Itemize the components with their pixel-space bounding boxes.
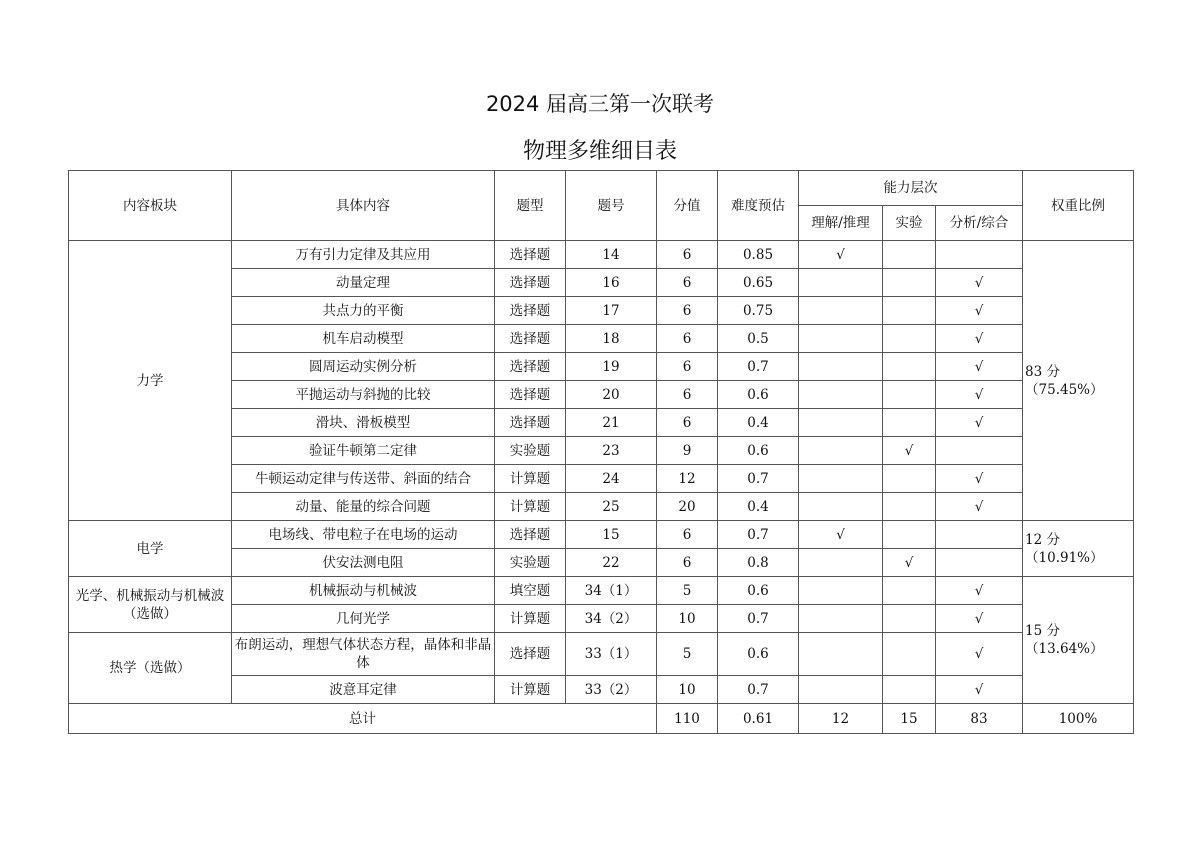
score-cell: 5 <box>657 633 718 676</box>
type-cell: 计算题 <box>495 465 566 493</box>
number-cell: 33（2） <box>566 676 657 704</box>
ability-experiment-cell <box>883 269 936 297</box>
ability-analysis-cell: √ <box>936 633 1023 676</box>
type-cell: 选择题 <box>495 269 566 297</box>
score-cell: 6 <box>657 297 718 325</box>
header-type: 题型 <box>495 171 566 241</box>
content-cell: 共点力的平衡 <box>232 297 495 325</box>
block-cell: 光学、机械振动与机械波（选做） <box>69 577 232 633</box>
score-cell: 6 <box>657 269 718 297</box>
ability-understand-cell: √ <box>799 241 883 269</box>
number-cell: 16 <box>566 269 657 297</box>
score-cell: 12 <box>657 465 718 493</box>
header-content: 具体内容 <box>232 171 495 241</box>
type-cell: 选择题 <box>495 633 566 676</box>
difficulty-cell: 0.5 <box>718 325 799 353</box>
ability-analysis-cell: √ <box>936 465 1023 493</box>
score-cell: 5 <box>657 577 718 605</box>
score-cell: 6 <box>657 549 718 577</box>
ability-analysis-cell: √ <box>936 297 1023 325</box>
ability-analysis-cell: √ <box>936 605 1023 633</box>
ability-analysis-cell: √ <box>936 325 1023 353</box>
difficulty-cell: 0.85 <box>718 241 799 269</box>
type-cell: 实验题 <box>495 549 566 577</box>
content-cell: 动量、能量的综合问题 <box>232 493 495 521</box>
score-cell: 10 <box>657 676 718 704</box>
score-cell: 6 <box>657 353 718 381</box>
header-difficulty: 难度预估 <box>718 171 799 241</box>
content-cell: 验证牛顿第二定律 <box>232 437 495 465</box>
content-cell: 动量定理 <box>232 269 495 297</box>
ability-experiment-cell <box>883 521 936 549</box>
difficulty-cell: 0.7 <box>718 521 799 549</box>
ability-analysis-cell: √ <box>936 676 1023 704</box>
content-cell: 圆周运动实例分析 <box>232 353 495 381</box>
ability-analysis-cell <box>936 241 1023 269</box>
difficulty-cell: 0.7 <box>718 605 799 633</box>
type-cell: 选择题 <box>495 409 566 437</box>
ability-analysis-cell: √ <box>936 493 1023 521</box>
ability-experiment-cell: √ <box>883 549 936 577</box>
ability-understand-cell <box>799 465 883 493</box>
ability-experiment-cell <box>883 493 936 521</box>
difficulty-cell: 0.6 <box>718 633 799 676</box>
difficulty-cell: 0.75 <box>718 297 799 325</box>
score-cell: 9 <box>657 437 718 465</box>
content-cell: 机械振动与机械波 <box>232 577 495 605</box>
header-ability: 能力层次 <box>799 171 1023 206</box>
ability-understand-cell <box>799 633 883 676</box>
content-cell: 电场线、带电粒子在电场的运动 <box>232 521 495 549</box>
type-cell: 计算题 <box>495 676 566 704</box>
content-cell: 布朗运动，理想气体状态方程，晶体和非晶体 <box>232 633 495 676</box>
type-cell: 选择题 <box>495 521 566 549</box>
number-cell: 19 <box>566 353 657 381</box>
ability-analysis-cell: √ <box>936 409 1023 437</box>
ability-experiment-cell <box>883 325 936 353</box>
number-cell: 34（1） <box>566 577 657 605</box>
difficulty-cell: 0.4 <box>718 493 799 521</box>
block-cell: 力学 <box>69 241 232 521</box>
number-cell: 22 <box>566 549 657 577</box>
ability-understand-cell <box>799 353 883 381</box>
block-cell: 电学 <box>69 521 232 577</box>
score-cell: 6 <box>657 325 718 353</box>
weight-cell: 83 分（75.45%） <box>1023 241 1134 521</box>
content-cell: 万有引力定律及其应用 <box>232 241 495 269</box>
spec-table <box>68 170 1134 734</box>
difficulty-cell: 0.65 <box>718 269 799 297</box>
type-cell: 选择题 <box>495 325 566 353</box>
ability-experiment-cell <box>883 633 936 676</box>
ability-understand-cell: √ <box>799 521 883 549</box>
type-cell: 计算题 <box>495 493 566 521</box>
difficulty-cell: 0.6 <box>718 437 799 465</box>
total-difficulty: 0.61 <box>718 704 799 734</box>
type-cell: 选择题 <box>495 353 566 381</box>
number-cell: 17 <box>566 297 657 325</box>
type-cell: 计算题 <box>495 605 566 633</box>
score-cell: 6 <box>657 521 718 549</box>
table-row <box>69 633 1134 676</box>
ability-analysis-cell <box>936 549 1023 577</box>
header-weight: 权重比例 <box>1023 171 1134 241</box>
block-cell: 热学（选做） <box>69 633 232 704</box>
ability-experiment-cell <box>883 605 936 633</box>
ability-experiment-cell <box>883 297 936 325</box>
ability-understand-cell <box>799 409 883 437</box>
ability-understand-cell <box>799 437 883 465</box>
content-cell: 波意耳定律 <box>232 676 495 704</box>
score-cell: 6 <box>657 381 718 409</box>
ability-analysis-cell: √ <box>936 269 1023 297</box>
ability-experiment-cell <box>883 676 936 704</box>
type-cell: 选择题 <box>495 297 566 325</box>
ability-experiment-cell <box>883 577 936 605</box>
ability-experiment-cell <box>883 353 936 381</box>
ability-experiment-cell <box>883 409 936 437</box>
ability-analysis-cell <box>936 521 1023 549</box>
content-cell: 几何光学 <box>232 605 495 633</box>
difficulty-cell: 0.4 <box>718 409 799 437</box>
ability-understand-cell <box>799 325 883 353</box>
page-title: 2024 届高三第一次联考 <box>485 92 715 116</box>
table-row <box>69 521 1134 549</box>
number-cell: 14 <box>566 241 657 269</box>
type-cell: 填空题 <box>495 577 566 605</box>
ability-understand-cell <box>799 549 883 577</box>
ability-experiment-cell <box>883 465 936 493</box>
total-a3: 83 <box>936 704 1023 734</box>
weight-cell: 12 分（10.91%） <box>1023 521 1134 577</box>
content-cell: 机车启动模型 <box>232 325 495 353</box>
ability-analysis-cell: √ <box>936 577 1023 605</box>
ability-analysis-cell <box>936 437 1023 465</box>
score-cell: 10 <box>657 605 718 633</box>
weight-cell: 15 分（13.64%） <box>1023 577 1134 704</box>
ability-experiment-cell: √ <box>883 437 936 465</box>
number-cell: 24 <box>566 465 657 493</box>
table-row <box>69 241 1134 269</box>
ability-understand-cell <box>799 605 883 633</box>
page-subtitle: 物理多维细目表 <box>522 139 677 164</box>
difficulty-cell: 0.7 <box>718 676 799 704</box>
total-a1: 12 <box>799 704 883 734</box>
score-cell: 20 <box>657 493 718 521</box>
number-cell: 18 <box>566 325 657 353</box>
total-weight: 100% <box>1023 704 1134 734</box>
content-cell: 伏安法测电阻 <box>232 549 495 577</box>
difficulty-cell: 0.7 <box>718 353 799 381</box>
total-a2: 15 <box>883 704 936 734</box>
table-row <box>69 577 1134 605</box>
content-cell: 滑块、滑板模型 <box>232 409 495 437</box>
type-cell: 实验题 <box>495 437 566 465</box>
ability-understand-cell <box>799 676 883 704</box>
number-cell: 20 <box>566 381 657 409</box>
difficulty-cell: 0.7 <box>718 465 799 493</box>
difficulty-cell: 0.6 <box>718 577 799 605</box>
header-score: 分值 <box>657 171 718 241</box>
ability-understand-cell <box>799 577 883 605</box>
total-score: 110 <box>657 704 718 734</box>
ability-experiment-cell <box>883 381 936 409</box>
difficulty-cell: 0.6 <box>718 381 799 409</box>
total-row <box>69 704 1134 734</box>
header-ability-understand: 理解/推理 <box>799 206 883 241</box>
ability-experiment-cell <box>883 241 936 269</box>
header-ability-experiment: 实验 <box>883 206 936 241</box>
number-cell: 23 <box>566 437 657 465</box>
number-cell: 25 <box>566 493 657 521</box>
difficulty-cell: 0.8 <box>718 549 799 577</box>
type-cell: 选择题 <box>495 381 566 409</box>
score-cell: 6 <box>657 409 718 437</box>
ability-understand-cell <box>799 297 883 325</box>
content-cell: 牛顿运动定律与传送带、斜面的结合 <box>232 465 495 493</box>
type-cell: 选择题 <box>495 241 566 269</box>
header-block: 内容板块 <box>69 171 232 241</box>
header-number: 题号 <box>566 171 657 241</box>
ability-understand-cell <box>799 269 883 297</box>
ability-analysis-cell: √ <box>936 381 1023 409</box>
score-cell: 6 <box>657 241 718 269</box>
header-ability-analysis: 分析/综合 <box>936 206 1023 241</box>
total-label: 总计 <box>69 704 657 734</box>
number-cell: 33（1） <box>566 633 657 676</box>
ability-understand-cell <box>799 381 883 409</box>
content-cell: 平抛运动与斜抛的比较 <box>232 381 495 409</box>
number-cell: 21 <box>566 409 657 437</box>
ability-understand-cell <box>799 493 883 521</box>
number-cell: 15 <box>566 521 657 549</box>
ability-analysis-cell: √ <box>936 353 1023 381</box>
number-cell: 34（2） <box>566 605 657 633</box>
